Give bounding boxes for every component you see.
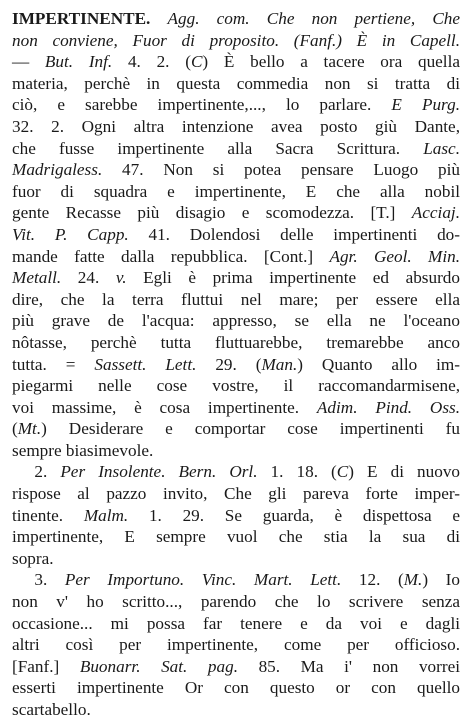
plain-text: 3.: [34, 570, 65, 590]
plain-text: ) Io: [422, 570, 461, 590]
italic-text: M.: [403, 570, 423, 590]
text-line: [12, 246, 460, 268]
text-line: [12, 224, 460, 246]
dictionary-entry: [12, 8, 460, 721]
text-line: [12, 591, 460, 613]
italic-text: Agr. Geol. Min.: [329, 246, 460, 266]
plain-text: sopra.: [12, 548, 54, 568]
text-line: [12, 505, 460, 527]
plain-text: 29. (: [196, 354, 262, 374]
text-line: [12, 332, 460, 354]
italic-text: Acciaj.: [411, 203, 460, 223]
text-line: [12, 418, 460, 440]
text-line: [12, 397, 460, 419]
text-line: [12, 569, 460, 591]
plain-text: che fusse impertinente alla Sacra Scrittura.: [12, 138, 424, 158]
italic-text: Mt.: [17, 419, 42, 439]
plain-text: 4. 2. (: [112, 52, 191, 72]
text-line: [12, 181, 460, 203]
plain-text: 2.: [34, 462, 61, 482]
plain-text: 32. 2. Ogni altra intenzione avea posto giù Dante,: [12, 116, 460, 136]
entry-sense-3: [12, 569, 460, 720]
plain-text: 85. Ma i' non vorrei: [238, 656, 461, 676]
text-line: [12, 116, 460, 138]
plain-text: 24.: [61, 268, 116, 288]
text-line: [12, 289, 460, 311]
plain-text: occasione... mi possa far tenere e da voi e dagli: [12, 613, 460, 633]
italic-text: Per Importuno. Vinc. Mart. Lett.: [64, 570, 342, 590]
plain-text: (: [12, 419, 18, 439]
italic-text: non conviene, Fuor di proposito. (Fanf.) È in Capell.: [12, 30, 460, 50]
plain-text: 41. Dolendosi delle impertinenti do-: [128, 224, 460, 244]
plain-text: [150, 9, 167, 28]
plain-text: tutta. =: [12, 354, 95, 374]
plain-text: impertinente, E sempre vuol che stia la sua di: [12, 527, 460, 547]
italic-text: Buonarr. Sat. pag.: [79, 656, 238, 676]
plain-text: ciò, e sarebbe impertinente,..., lo parlare.: [12, 95, 392, 115]
italic-text: C: [190, 52, 203, 72]
plain-text: gente Recasse più disagio e scomodezza. [T.]: [12, 203, 412, 223]
plain-text: 12. (: [341, 570, 404, 590]
text-line: [12, 267, 460, 289]
plain-text: tinente.: [12, 505, 84, 525]
text-line: [12, 94, 460, 116]
plain-text: ) È bello a tacere ora quella: [202, 52, 460, 72]
plain-text: materia, perchè in questa commedia non si tratta di: [12, 73, 460, 93]
plain-text: mande fatte dalla repubblica. [Cont.]: [12, 246, 330, 266]
headword: IMPERTINENTE.: [12, 9, 151, 28]
plain-text: scartabello.: [12, 700, 91, 719]
plain-text: —: [12, 52, 45, 72]
text-line: [12, 634, 460, 656]
text-line: [12, 677, 460, 699]
italic-text: But. Inf.: [44, 52, 113, 72]
italic-text: Sassett. Lett.: [94, 354, 197, 374]
plain-text: 1. 18. (: [257, 462, 337, 482]
plain-text: ) E di nuovo: [348, 462, 461, 482]
italic-text: Madrigaless.: [12, 160, 103, 180]
text-line: [12, 440, 460, 462]
plain-text: voi massime, è cosa impertinente.: [12, 397, 317, 417]
text-line: [12, 699, 460, 721]
italic-text: Per Insolente. Bern. Orl.: [60, 462, 258, 482]
plain-text: piegarmi nelle cose vostre, il raccomandarmisene,: [12, 376, 460, 396]
text-line: [12, 138, 460, 160]
text-line: [12, 461, 460, 483]
italic-text: E Purg.: [391, 95, 460, 115]
plain-text: rispose al pazzo invito, Che gli pareva forte imper-: [12, 484, 460, 504]
italic-text: Adim. Pind. Oss.: [316, 397, 461, 417]
italic-text: Vit. P. Capp.: [12, 224, 129, 244]
text-line: [12, 202, 460, 224]
italic-text: Metall.: [12, 268, 62, 288]
entry-main-sense: [12, 8, 460, 461]
text-line: [12, 656, 460, 678]
italic-text: Man.: [261, 354, 298, 374]
plain-text: Egli è prima impertinente ed absurdo: [126, 268, 460, 288]
text-line: [12, 613, 460, 635]
plain-text: sempre biasimevole.: [12, 440, 154, 460]
italic-text: v.: [115, 268, 127, 288]
plain-text: fuor di squadra e impertinente, E che alla nobil: [12, 181, 460, 201]
text-line: [12, 30, 460, 52]
plain-text: 47. Non si potea pensare Luogo più: [102, 160, 460, 180]
plain-text: 1. 29. Se guarda, è dispettosa e: [128, 505, 460, 525]
plain-text: ) Quanto allo im-: [297, 354, 460, 374]
italic-text: C: [336, 462, 349, 482]
text-line: [12, 526, 460, 548]
plain-text: più grave de l'acqua: appresso, se ella ne l'oceano: [12, 311, 460, 331]
text-line: [12, 51, 460, 73]
entry-sense-2: [12, 461, 460, 569]
text-line: [12, 310, 460, 332]
plain-text: esserti impertinente Or con questo or con quello: [12, 678, 460, 698]
text-line: [12, 8, 460, 30]
plain-text: nôtasse, perchè tutta fluttuarebbe, tremarebbe anco: [12, 332, 460, 352]
text-line: [12, 159, 460, 181]
italic-text: Agg. com. Che non pertiene, Che: [167, 9, 461, 28]
text-line: [12, 548, 460, 570]
text-line: [12, 483, 460, 505]
plain-text: non v' ho scritto..., parendo che lo scrivere senza: [12, 592, 460, 612]
plain-text: altri così per impertinente, come per officioso.: [12, 635, 460, 655]
plain-text: ) Desiderare e comportar cose impertinenti fu: [41, 419, 460, 439]
plain-text: dire, che la terra fluttui nel mare; per essere ella: [12, 289, 460, 309]
text-line: [12, 375, 460, 397]
text-line: [12, 354, 460, 376]
italic-text: Lasc.: [423, 138, 460, 158]
text-line: [12, 73, 460, 95]
italic-text: Malm.: [83, 505, 129, 525]
plain-text: [Fanf.]: [12, 656, 80, 676]
